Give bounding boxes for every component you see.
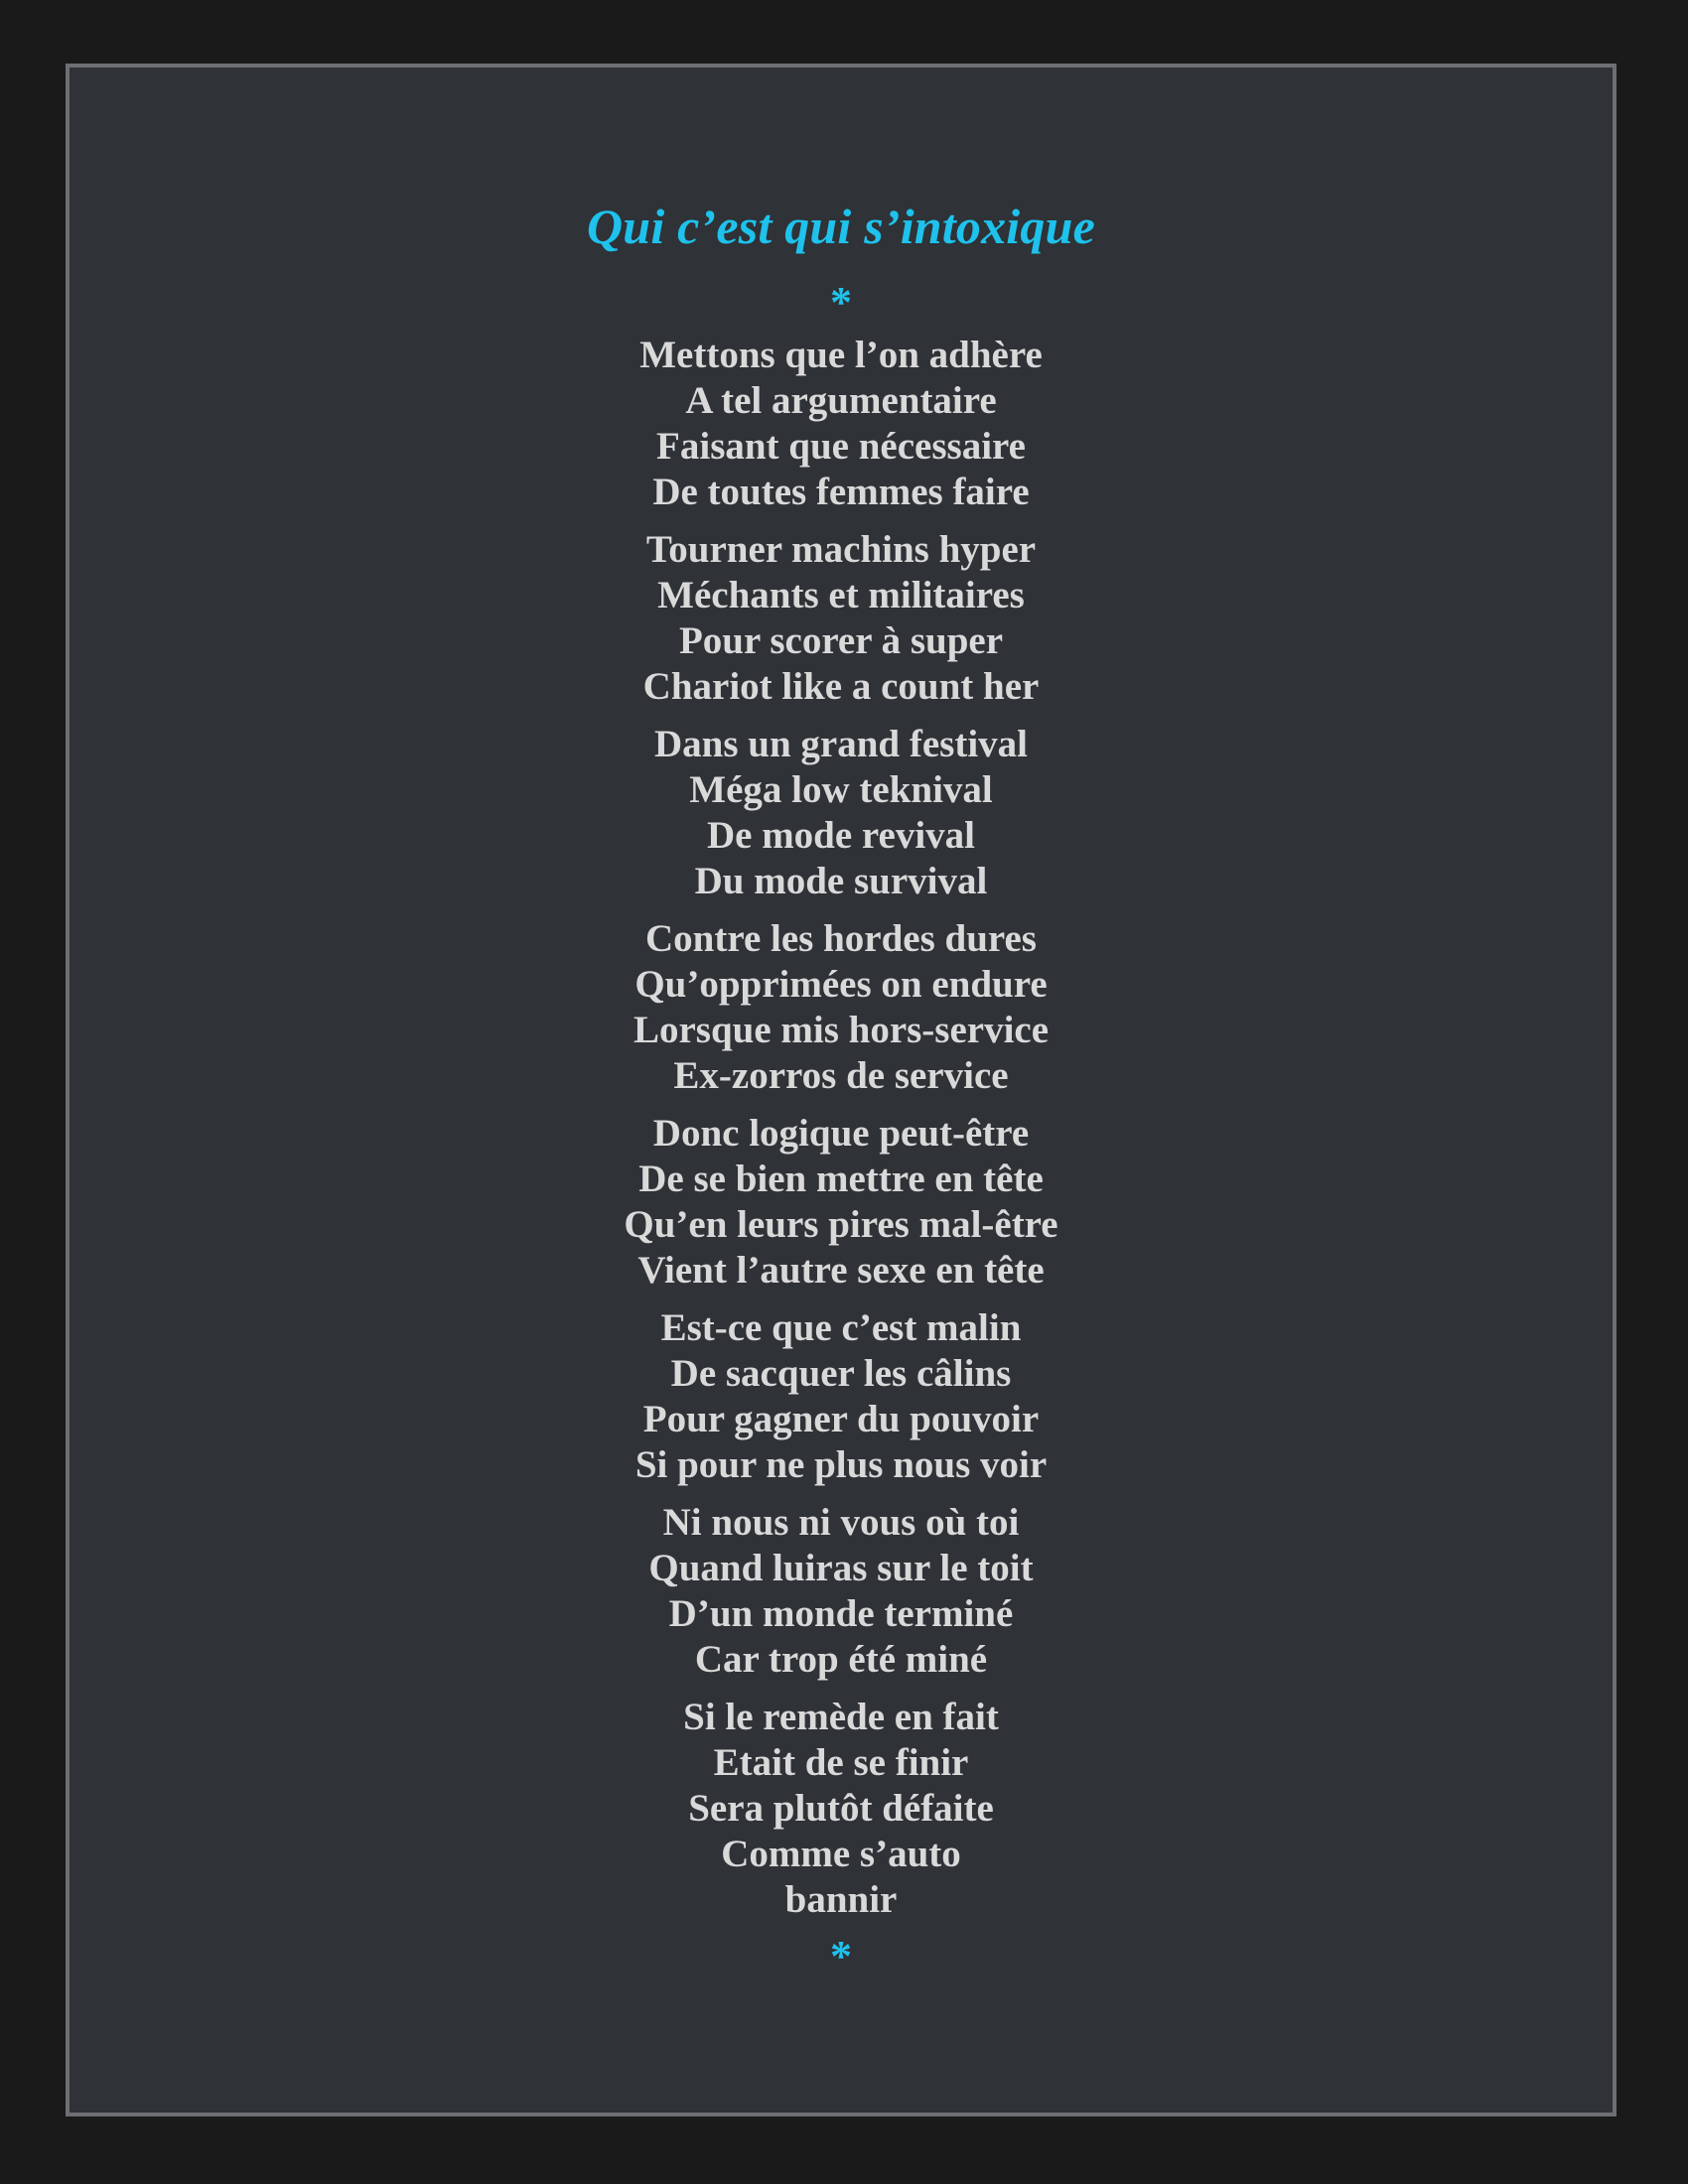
stanza-2: [70, 527, 1613, 710]
stanza-4: [70, 916, 1613, 1099]
poem-line: Vient l’autre sexe en tête: [637, 1249, 1045, 1292]
poem: [70, 192, 1613, 1979]
poem-line: Sera plutôt défaite: [688, 1787, 994, 1830]
poem-line: A tel argumentaire: [685, 379, 997, 422]
stanza-3: [70, 722, 1613, 904]
poem-line: De sacquer les câlins: [670, 1352, 1012, 1395]
poem-line: Pour scorer à super: [678, 619, 1004, 662]
poem-line: Est-ce que c’est malin: [660, 1306, 1022, 1349]
poem-line: Qu’opprimées on endure: [634, 963, 1048, 1006]
bottom-separator-asterisk: *: [830, 1932, 852, 1980]
stanza-5: [70, 1111, 1613, 1294]
poem-line: Chariot like a count her: [642, 665, 1040, 708]
top-separator-asterisk: *: [830, 278, 852, 327]
poem-line: Contre les hordes dures: [645, 917, 1037, 960]
poem-line: Donc logique peut-être: [652, 1112, 1030, 1155]
poem-title: Qui c’est qui s’intoxique: [587, 199, 1095, 254]
poem-line: Ex-zorros de service: [673, 1054, 1009, 1097]
poem-panel: [66, 64, 1617, 2116]
poem-line: Dans un grand festival: [654, 723, 1028, 765]
poem-line: Du mode survival: [694, 860, 988, 902]
poem-line: Si le remède en fait: [683, 1696, 999, 1738]
poem-line: Méga low teknival: [689, 768, 993, 811]
poem-line: Méchants et militaires: [657, 574, 1025, 616]
poem-line: bannir: [784, 1878, 898, 1921]
poem-line: Mettons que l’on adhère: [639, 334, 1043, 376]
poem-line: De se bien mettre en tête: [638, 1158, 1044, 1200]
stanza-7: [70, 1500, 1613, 1683]
stanza-list: [70, 333, 1613, 1923]
stanza-1: [70, 333, 1613, 515]
poem-line: Car trop été miné: [694, 1638, 988, 1681]
poem-line: Ni nous ni vous où toi: [662, 1501, 1020, 1544]
stanza-8: [70, 1695, 1613, 1923]
poem-line: D’un monde terminé: [668, 1592, 1014, 1635]
poem-line: Lorsque mis hors-service: [633, 1009, 1050, 1051]
poem-line: Pour gagner du pouvoir: [642, 1398, 1040, 1440]
poem-line: De toutes femmes faire: [652, 471, 1030, 513]
stanza-6: [70, 1305, 1613, 1488]
poem-line: Tourner machins hyper: [645, 528, 1037, 571]
poem-line: Qu’en leurs pires mal-être: [624, 1203, 1058, 1246]
poem-line: Quand luiras sur le toit: [648, 1547, 1034, 1589]
poem-line: Comme s’auto: [721, 1833, 961, 1875]
poem-line: Si pour ne plus nous voir: [634, 1443, 1048, 1486]
poem-line: Faisant que nécessaire: [656, 425, 1026, 468]
poem-line: Etait de se finir: [713, 1741, 969, 1784]
poem-line: De mode revival: [706, 814, 976, 857]
